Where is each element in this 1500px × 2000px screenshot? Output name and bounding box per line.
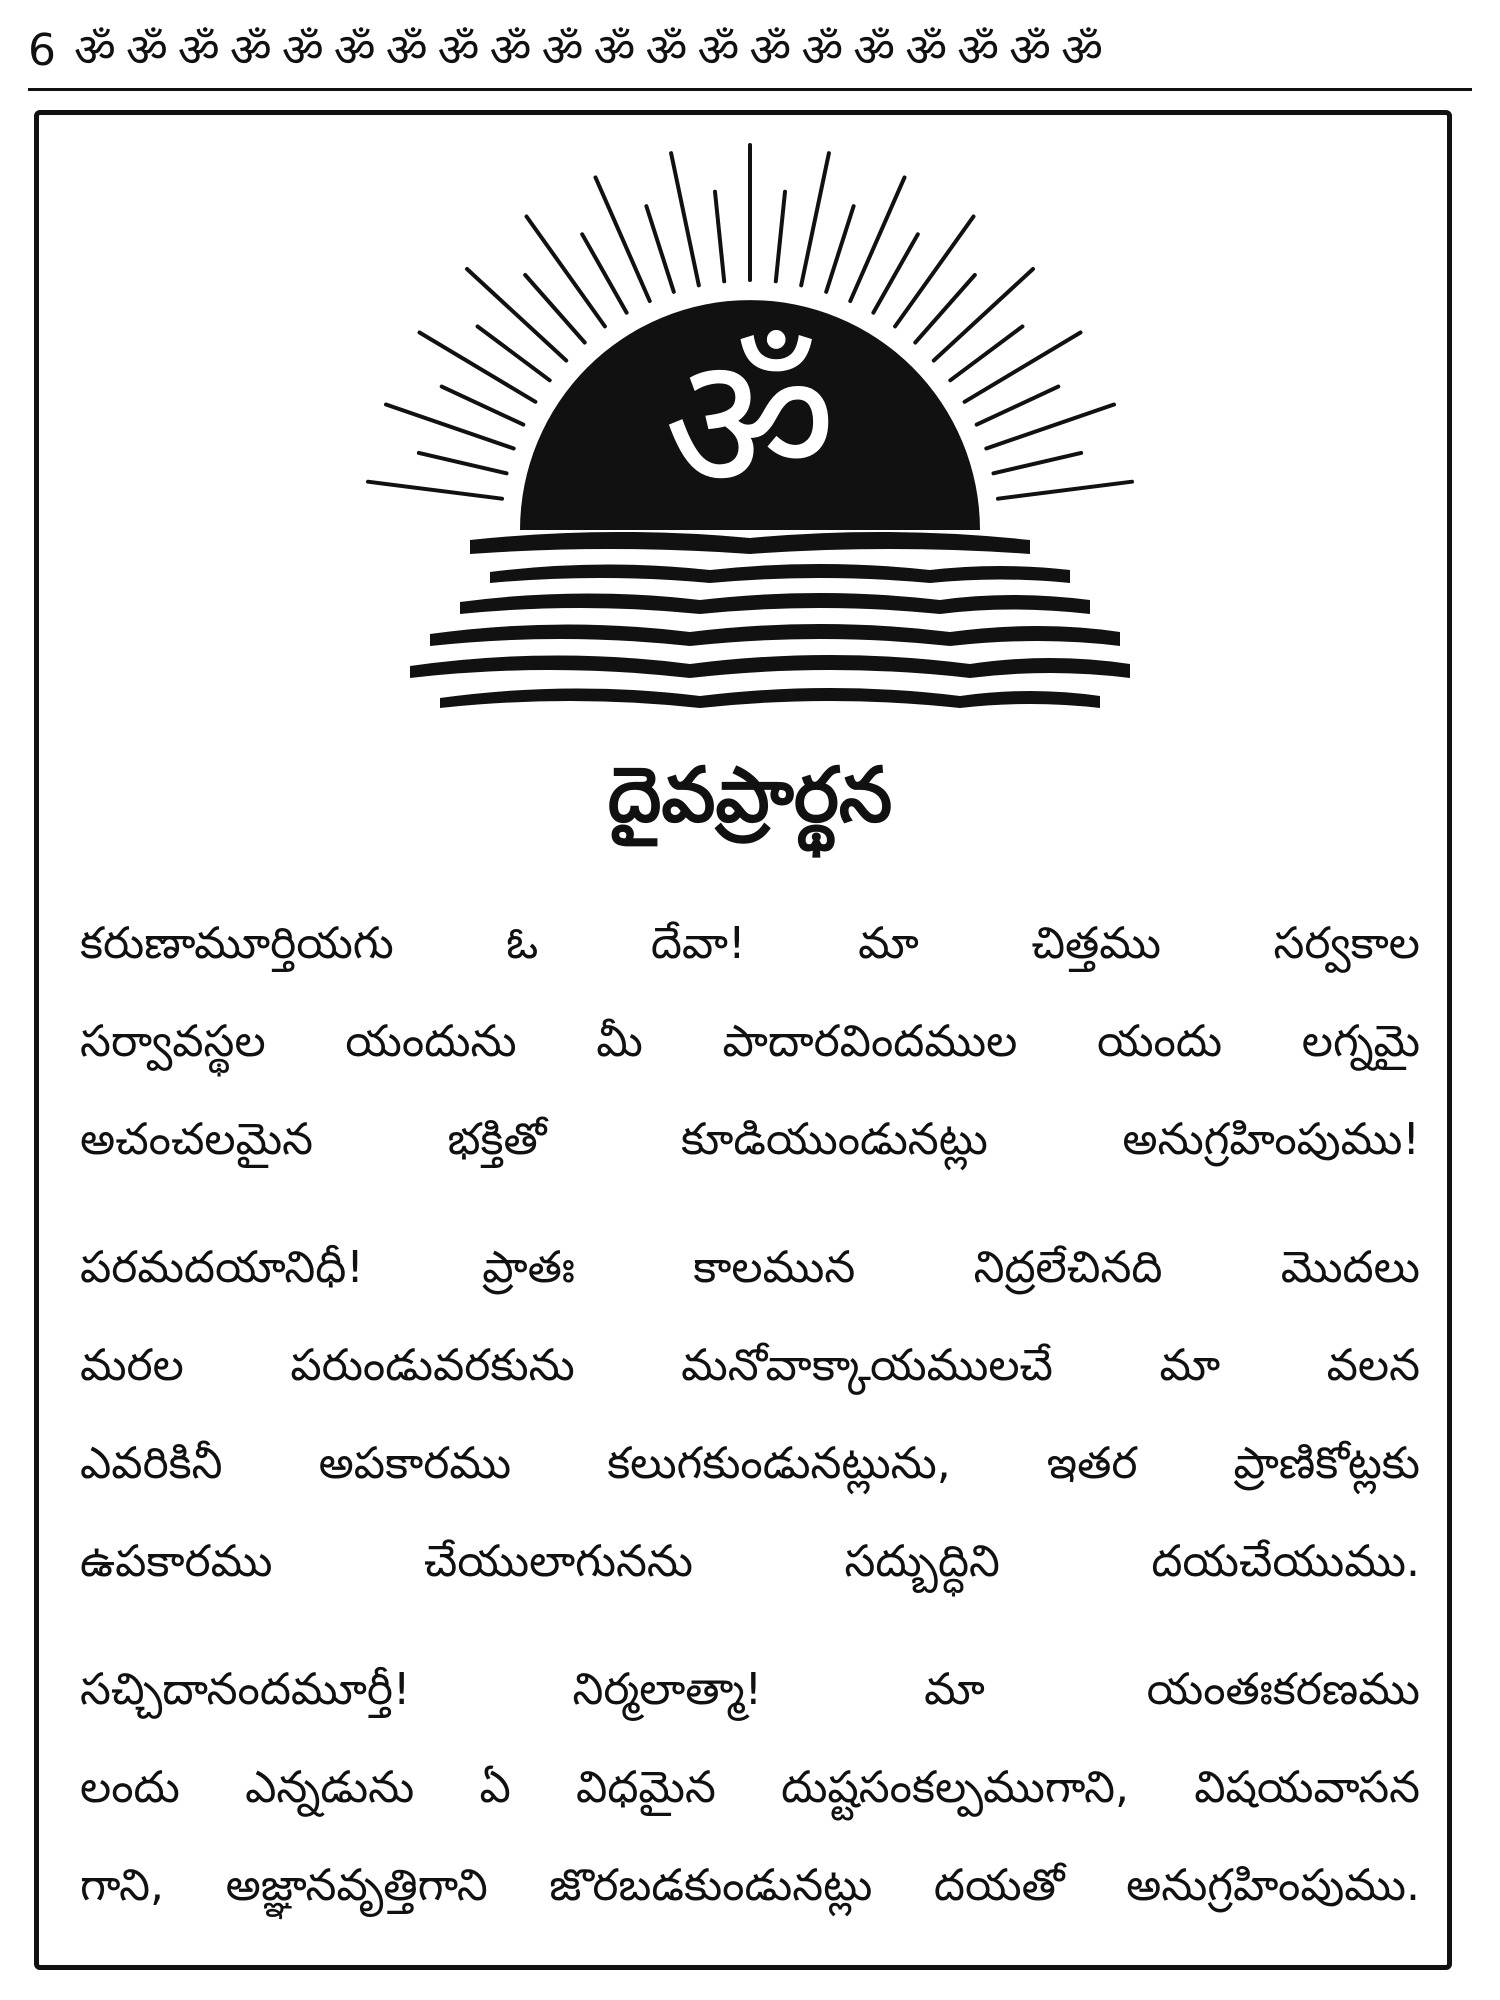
sun-ray: [467, 269, 566, 361]
om-symbol-icon: ॐ: [125, 23, 168, 77]
om-symbol-icon: ॐ: [1061, 23, 1104, 77]
sun-ray: [596, 177, 650, 301]
sun-ray: [826, 206, 853, 292]
om-symbol-icon: ॐ: [801, 23, 844, 77]
om-symbol-icon: ॐ: [333, 23, 376, 77]
sun-ray: [965, 333, 1081, 402]
sun-ray: [776, 192, 785, 281]
paragraph: [80, 1641, 1420, 1935]
sun-ray: [646, 206, 673, 292]
om-symbol-icon: ॐ: [853, 23, 896, 77]
om-symbol-icon: ॐ: [281, 23, 324, 77]
text-line: ఉపకారము చేయులాగునను సద్బుద్ధిని దయచేయుము.: [80, 1536, 1420, 1587]
om-symbol-icon: ॐ: [905, 23, 948, 77]
header-divider: [28, 88, 1472, 91]
sun-ray: [994, 453, 1082, 473]
page-number: 6: [28, 24, 56, 76]
sun-ray: [419, 453, 507, 473]
sun-ray: [442, 387, 524, 425]
paragraph: [80, 895, 1420, 1189]
text-line: అచంచలమైన భక్తితో కూడియుండునట్లు అనుగ్రహింపుము!: [80, 1114, 1420, 1165]
om-symbol-icon: ॐ: [645, 23, 688, 77]
om-symbol-icon: ॐ: [74, 23, 116, 77]
water-waves: [410, 532, 1130, 708]
om-symbol-icon: ॐ: [177, 23, 220, 77]
sun-ray: [801, 153, 829, 285]
text-line: పరమదయానిధీ! ప్రాతః కాలమున నిద్రలేచినది మొదలు: [80, 1242, 1420, 1293]
om-symbol-icon: ॐ: [437, 23, 480, 77]
sun-ray: [671, 153, 699, 285]
prayer-text: [80, 895, 1420, 1965]
text-line: మరల పరుండువరకును మనోవాక్కాయములచే మా వలన: [80, 1340, 1420, 1391]
sun-ray: [998, 482, 1132, 499]
paragraph: [80, 1219, 1420, 1611]
sun-ray: [895, 217, 973, 327]
text-line: గాని, అజ్ఞానవృత్తిగాని జొరబడకుండునట్లు దయతో అనుగ్రహింపుము.: [80, 1860, 1420, 1911]
om-symbol-icon: ॐ: [229, 23, 272, 77]
sun-ray: [977, 387, 1059, 425]
om-symbol-icon: ॐ: [541, 23, 584, 77]
text-line: ఎవరికినీ అపకారము కలుగకుండునట్లును, ఇతర ప్రాణికోట్లకు: [80, 1438, 1420, 1489]
page-title: దైవప్రార్థన: [607, 750, 893, 839]
text-line: సర్వావస్థల యందును మీ పాదారవిందముల యందు లగ్నమై: [80, 1016, 1420, 1067]
om-symbol-icon: ॐ: [385, 23, 428, 77]
page-header: [28, 18, 1472, 82]
emblem-om-symbol: ॐ: [663, 314, 837, 535]
om-symbol-icon: ॐ: [749, 23, 792, 77]
om-symbol-icon: ॐ: [593, 23, 636, 77]
text-line: కరుణామూర్తియగు ఓ దేవా! మా చిత్తము సర్వకాల: [80, 918, 1420, 969]
sun-ray: [715, 192, 724, 281]
sun-ray: [368, 482, 502, 499]
text-line: లందు ఎన్నడును ఏ విధమైన దుష్టసంకల్పముగాని, విషయవాసన: [80, 1762, 1420, 1813]
om-symbol-icon: ॐ: [489, 23, 532, 77]
text-line: సచ్చిదానందమూర్తీ! నిర్మలాత్మా! మా యంతఃకరణము: [80, 1664, 1420, 1715]
sun-ray: [420, 333, 536, 402]
om-symbol-icon: ॐ: [1009, 23, 1052, 77]
sun-ray: [850, 177, 904, 301]
om-rising-sun-icon: [350, 140, 1150, 730]
om-symbol-icon: ॐ: [697, 23, 740, 77]
om-symbol-icon: ॐ: [957, 23, 1000, 77]
sun-ray: [527, 217, 605, 327]
sun-ray: [934, 269, 1033, 361]
om-border-row: [74, 23, 1104, 77]
